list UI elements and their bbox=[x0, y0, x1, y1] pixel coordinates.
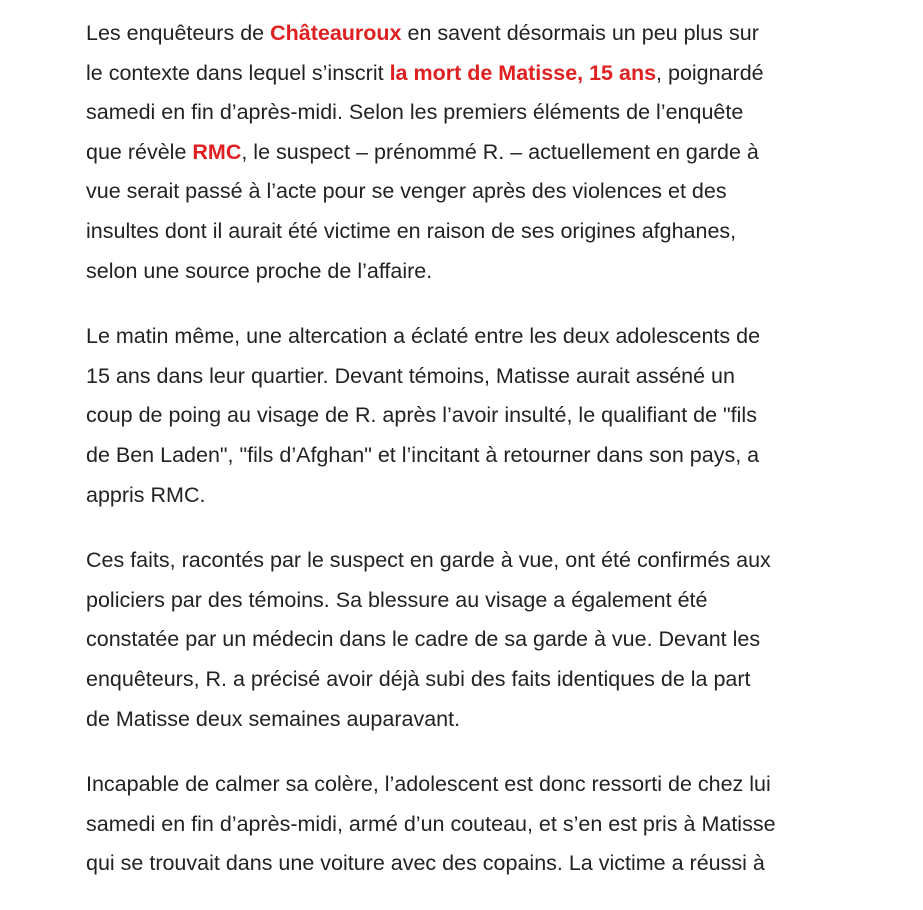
paragraph-line bbox=[86, 765, 866, 805]
text-segment: en savent désormais un peu plus sur bbox=[401, 21, 759, 45]
article-paragraph bbox=[86, 765, 866, 884]
text-segment: samedi en fin d’après-midi, armé d’un couteau, et s’en est pris à Matisse bbox=[86, 811, 776, 836]
paragraph-line bbox=[86, 805, 866, 845]
text-segment: policiers par des témoins. Sa blessure au visage a également été bbox=[86, 587, 708, 612]
text-segment: coup de poing au visage de R. après l’avoir insulté, le qualifiant de "fils bbox=[86, 403, 757, 428]
text-segment: , le suspect – prénommé R. – actuellement en garde à bbox=[241, 139, 759, 164]
article-paragraph bbox=[86, 317, 866, 515]
paragraph-line bbox=[86, 581, 866, 621]
text-segment: de Matisse deux semaines auparavant. bbox=[86, 706, 461, 731]
text-segment: samedi en fin d’après-midi. Selon les premiers éléments de l’enquête bbox=[86, 100, 744, 125]
paragraph-line bbox=[86, 252, 866, 292]
paragraph-line bbox=[86, 660, 866, 700]
text-segment: de Ben Laden", "fils d’Afghan" et l’incitant à retourner dans son pays, a bbox=[86, 442, 760, 467]
paragraph-line bbox=[86, 620, 866, 660]
paragraph-line bbox=[86, 93, 866, 133]
text-segment: , poignardé bbox=[656, 60, 764, 85]
text-segment: le contexte dans lequel s’inscrit bbox=[86, 60, 390, 85]
paragraph-line bbox=[86, 317, 866, 357]
text-segment: appris RMC. bbox=[86, 482, 206, 507]
text-segment: Incapable de calmer sa colère, l’adolescent est donc ressorti de chez lui bbox=[86, 772, 771, 797]
paragraph-line bbox=[86, 14, 866, 54]
text-segment: enquêteurs, R. a précisé avoir déjà subi des faits identiques de la part bbox=[86, 666, 751, 691]
paragraph-line bbox=[86, 54, 866, 94]
paragraph-line bbox=[86, 844, 866, 884]
paragraph-line bbox=[86, 212, 866, 252]
text-segment: Les enquêteurs de bbox=[86, 21, 271, 45]
article-paragraph bbox=[86, 14, 866, 291]
inline-link[interactable]: RMC bbox=[192, 139, 242, 164]
text-segment: qui se trouvait dans une voiture avec des copains. La victime a réussi à bbox=[86, 851, 765, 876]
text-segment: selon une source proche de l’affaire. bbox=[86, 258, 433, 283]
article-paragraph bbox=[86, 541, 866, 739]
text-segment: Le matin même, une altercation a éclaté entre les deux adolescents de bbox=[86, 324, 761, 349]
text-segment: Ces faits, racontés par le suspect en garde à vue, ont été confirmés aux bbox=[86, 548, 771, 573]
text-segment: que révèle bbox=[86, 139, 193, 164]
text-segment: vue serait passé à l’acte pour se venger après des violences et des bbox=[86, 179, 727, 204]
paragraph-line bbox=[86, 357, 866, 397]
paragraph-line bbox=[86, 436, 866, 476]
paragraph-line bbox=[86, 396, 866, 436]
paragraph-line bbox=[86, 476, 866, 516]
article-body bbox=[86, 14, 866, 910]
paragraph-line bbox=[86, 172, 866, 212]
paragraph-line bbox=[86, 700, 866, 740]
paragraph-line bbox=[86, 541, 866, 581]
inline-link[interactable]: Châteauroux bbox=[270, 21, 402, 45]
text-segment: 15 ans dans leur quartier. Devant témoins, Matisse aurait asséné un bbox=[86, 363, 735, 388]
paragraph-line bbox=[86, 133, 866, 173]
text-segment: constatée par un médecin dans le cadre de sa garde à vue. Devant les bbox=[86, 627, 761, 652]
inline-link[interactable]: la mort de Matisse, 15 ans bbox=[389, 60, 657, 85]
text-segment: insultes dont il aurait été victime en raison de ses origines afghanes, bbox=[86, 218, 737, 243]
